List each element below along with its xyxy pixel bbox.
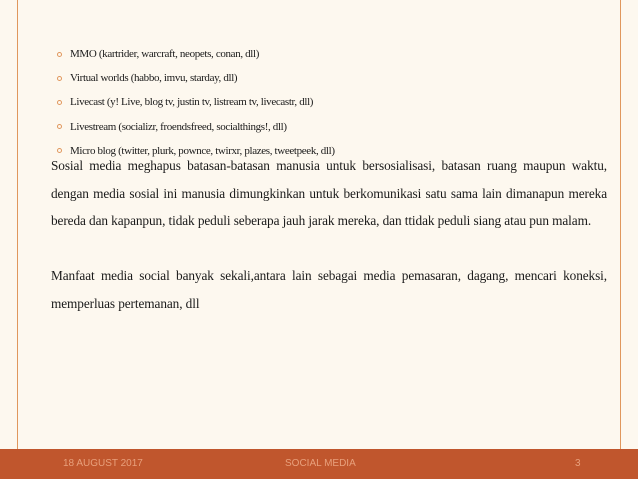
body-text <box>51 152 607 317</box>
bullet-list <box>51 42 335 163</box>
slide-frame-left <box>0 0 18 449</box>
page-number: 3 <box>575 458 581 469</box>
list-item <box>51 90 335 114</box>
bullet-text: Livecast (y! Live, blog tv, justin tv, listream tv, livecastr, dll) <box>70 96 314 109</box>
list-item <box>51 66 335 90</box>
bullet-text: Virtual worlds (habbo, imvu, starday, dll) <box>70 72 238 85</box>
bullet-dot-icon <box>57 76 62 81</box>
bullet-text: Micro blog (twitter, plurk, pownce, twirxr, plazes, tweetpeek, dll) <box>70 144 335 157</box>
footer-title: SOCIAL MEDIA <box>285 458 356 469</box>
bullet-dot-icon <box>57 124 62 129</box>
footer-bar <box>0 449 638 479</box>
bullet-dot-icon <box>57 100 62 105</box>
bullet-dot-icon <box>57 52 62 57</box>
list-item <box>51 115 335 139</box>
paragraph-benefits: Manfaat media social banyak sekali,antara lain sebagai media pemasaran, dagang, mencari koneksi, memperluas pertemanan, dll <box>51 268 607 311</box>
bullet-text: Livestream (socializr, froendsfreed, socialthings!, dll) <box>70 120 287 133</box>
slide-frame-right <box>620 0 638 449</box>
paragraph-social-media: Sosial media meghapus batasan-batasan manusia untuk bersosialisasi, batasan ruang maupun waktu, dengan media sosial ini manusia dimungkinkan untuk berkomunikasi satu sama lain dimanapun mereka bereda dan kapanpun, tidak peduli seberapa jauh jarak mereka, dan ttidak peduli siang atau pun malam. <box>51 158 607 228</box>
bullet-text: MMO (kartrider, warcraft, neopets, conan, dll) <box>70 48 260 60</box>
list-item <box>51 42 335 66</box>
footer-date: 18 AUGUST 2017 <box>63 458 143 469</box>
